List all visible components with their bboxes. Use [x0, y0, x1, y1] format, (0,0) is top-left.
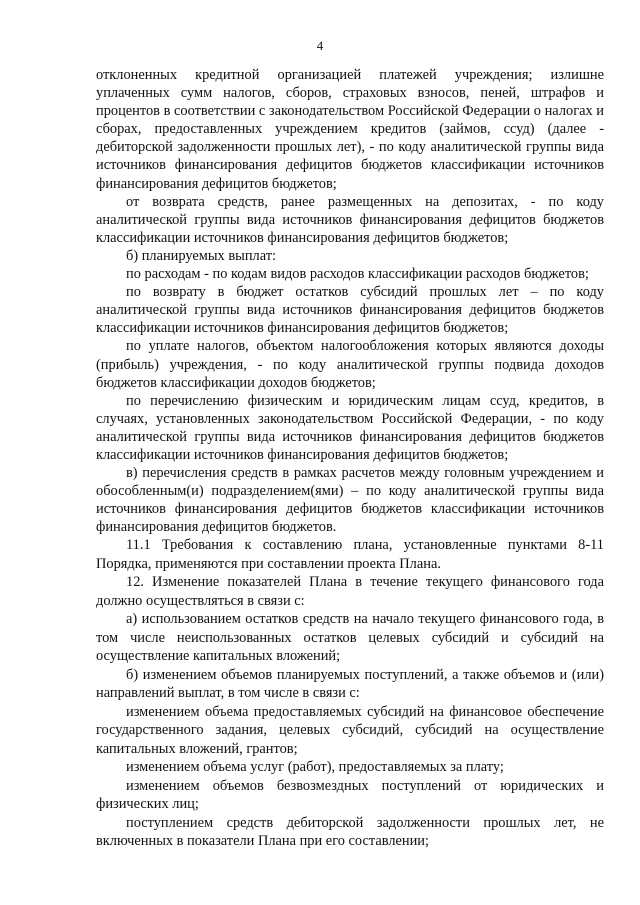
paragraph-13: изменением объема предоставляемых субсидий на финансовое обеспечение государственного задания, целевых субсидий, субсидий на осуществление капитальных вложений, грантов;	[96, 703, 604, 757]
paragraph-8: в) перечисления средств в рамках расчетов между головным учреждением и обособленным(и) подразделением(ями) – по коду аналитической группы вида источников финансирования дефицитов бюджетов классификации источников финансирования дефицитов бюджетов.	[96, 465, 604, 536]
page-number: 4	[316, 38, 324, 53]
paragraph-11: а) использованием остатков средств на начало текущего финансового года, в том числе неиспользованных остатков целевых субсидий и субсидий на осуществление капитальных вложений;	[96, 611, 604, 665]
paragraph-4: по расходам - по кодам видов расходов классификации расходов бюджетов;	[126, 266, 589, 283]
paragraph-10: 12. Изменение показателей Плана в течение текущего финансового года должно осуществляться в связи с:	[96, 574, 604, 609]
paragraph-5: по возврату в бюджет остатков субсидий прошлых лет – по коду аналитической группы вида источников финансирования дефицитов бюджетов классификации источников финансирования дефицитов бюджетов;	[96, 284, 604, 337]
paragraph-9: 11.1 Требования к составлению плана, установленные пунктами 8-11 Порядка, применяются при составлении проекта Плана.	[96, 537, 604, 572]
paragraph-16: поступлением средств дебиторской задолженности прошлых лет, не включенных в показатели Плана при его составлении;	[96, 814, 604, 850]
paragraph-2: от возврата средств, ранее размещенных на депозитах, - по коду аналитической группы вида источников финансирования дефицитов бюджетов классификации источников финансирования дефицитов бюджетов;	[96, 193, 604, 246]
paragraph-15: изменением объемов безвозмездных поступлений от юридических и физических лиц;	[96, 777, 604, 813]
paragraph-6: по уплате налогов, объектом налогообложения которых являются доходы (прибыль) учреждения, - по коду аналитической группы подвида доходов бюджетов классификации доходов бюджетов;	[96, 338, 604, 391]
paragraph-12: б) изменением объемов планируемых поступлений, а также объемов и (или) направлений выплат, в том числе в связи с:	[96, 666, 604, 702]
paragraph-14: изменением объема услуг (работ), предоставляемых за плату;	[126, 759, 504, 776]
paragraph-1: отклоненных кредитной организацией платежей учреждения; излишне уплаченных сумм налогов, сборов, страховых взносов, пеней, штрафов и процентов в соответствии с законодательством Российской Федерации о налогах и сборах, предоставленных учреждением кредитов (займов, ссуд) (далее - дебиторской задолженности прошлых лет), - по коду аналитической группы вида источников финансирования дефицитов бюджетов классификации источников финансирования дефицитов бюджетов;	[96, 67, 604, 192]
paragraph-7: по перечислению физическим и юридическим лицам ссуд, кредитов, в случаях, установленных законодательством Российской Федерации, - по коду аналитической группы вида источников финансирования дефицитов бюджетов классификации источников финансирования дефицитов бюджетов;	[96, 392, 604, 463]
paragraph-3: б) планируемых выплат:	[126, 247, 276, 264]
document-body	[96, 66, 604, 851]
